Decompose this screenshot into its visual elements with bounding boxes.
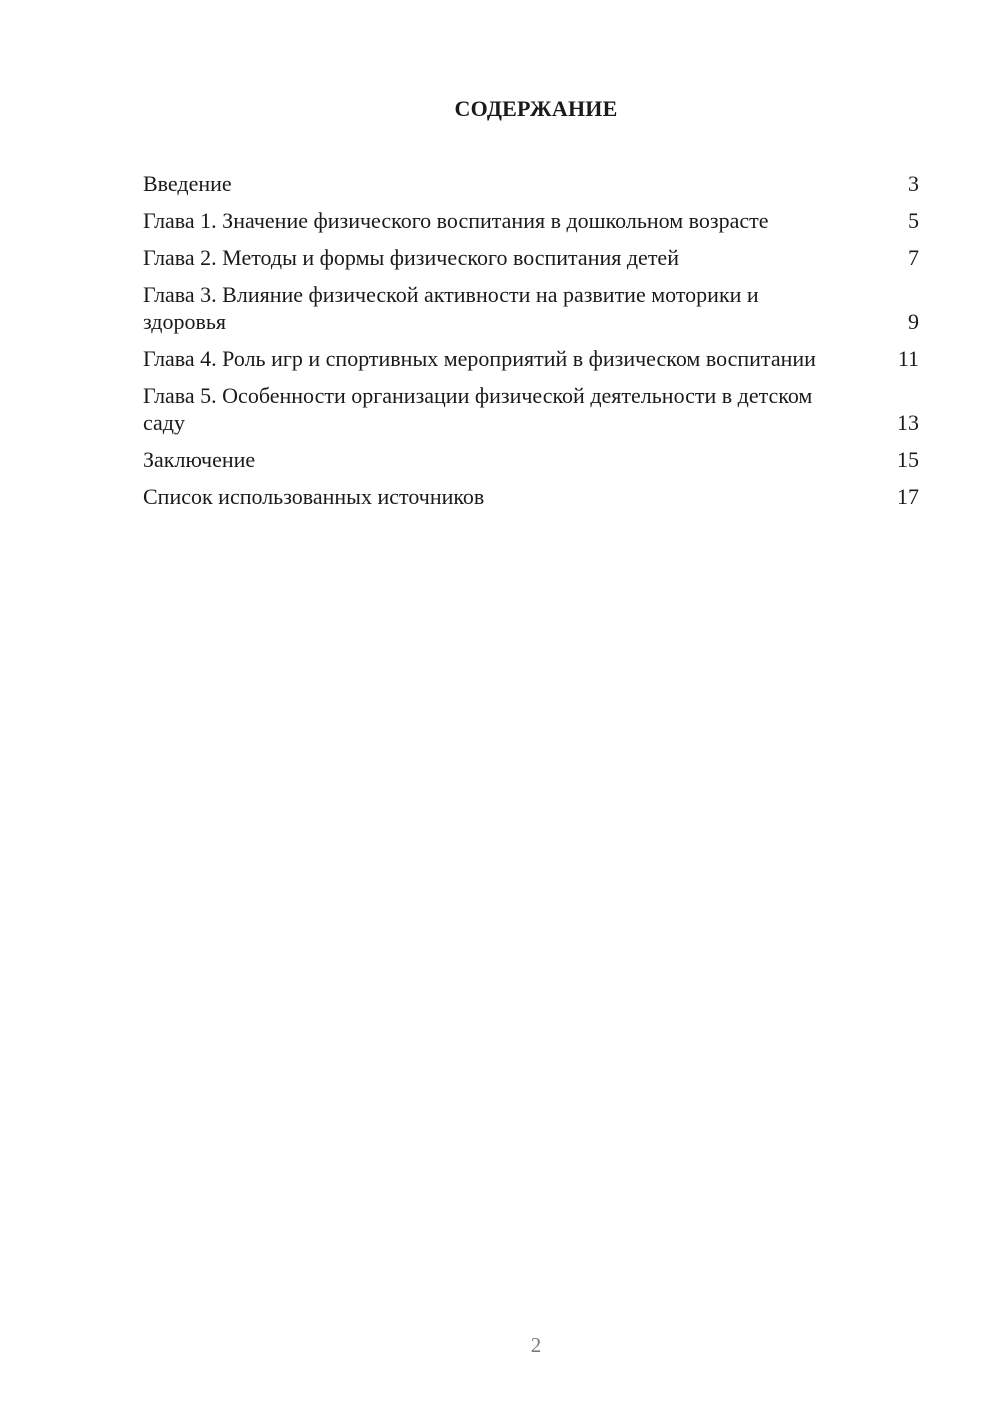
toc-entry-page: 3 bbox=[908, 171, 919, 196]
page-number: 2 bbox=[530, 1333, 542, 1357]
toc-entry-title: Список использованных источников bbox=[143, 484, 485, 509]
toc-entry-page: 5 bbox=[908, 208, 919, 233]
toc-entry-chapter-4[interactable] bbox=[143, 345, 919, 372]
table-of-contents bbox=[143, 170, 919, 520]
toc-entry-page: 17 bbox=[897, 484, 919, 509]
toc-entry-page: 13 bbox=[897, 410, 919, 435]
toc-entry-chapter-1[interactable] bbox=[143, 207, 919, 234]
toc-entry-chapter-2[interactable] bbox=[143, 244, 919, 271]
toc-entry-page: 15 bbox=[897, 447, 919, 472]
page-title: СОДЕРЖАНИЕ bbox=[454, 96, 618, 121]
toc-entry-page: 7 bbox=[908, 245, 919, 270]
toc-entry-title: Глава 1. Значение физического воспитания в дошкольном возрасте bbox=[143, 208, 769, 233]
toc-entry-introduction[interactable] bbox=[143, 170, 919, 197]
toc-entry-chapter-3[interactable] bbox=[143, 281, 919, 335]
toc-entry-conclusion[interactable] bbox=[143, 446, 919, 473]
toc-entry-references[interactable] bbox=[143, 483, 919, 510]
toc-entry-title: Заключение bbox=[143, 447, 256, 472]
toc-entry-title: Глава 3. Влияние физической активности на развитие моторики и здоровья bbox=[143, 282, 759, 334]
toc-entry-page: 9 bbox=[908, 309, 919, 334]
toc-entry-page: 11 bbox=[897, 346, 919, 371]
toc-entry-title: Введение bbox=[143, 171, 232, 196]
toc-entry-chapter-5[interactable] bbox=[143, 382, 919, 436]
toc-entry-title: Глава 2. Методы и формы физического воспитания детей bbox=[143, 245, 679, 270]
toc-entry-title: Глава 4. Роль игр и спортивных мероприятий в физическом воспитании bbox=[143, 346, 816, 371]
toc-entry-title: Глава 5. Особенности организации физической деятельности в детском саду bbox=[143, 383, 813, 435]
